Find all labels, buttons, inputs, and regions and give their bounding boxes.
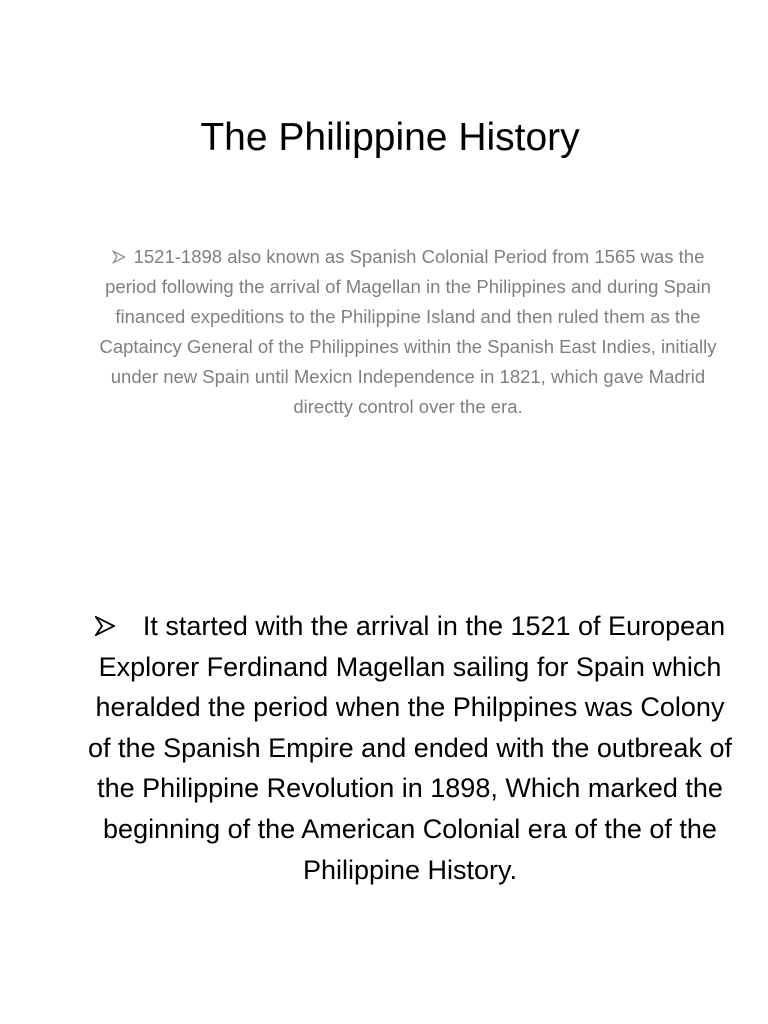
bullet-paragraph-magellan-arrival — [86, 606, 734, 890]
bullet-text: 1521-1898 also known as Spanish Colonial Period from 1565 was the period following the arrival of Magellan in the Philippines and during Spain financed expeditions to the Philippine Island and then ruled them as the Captaincy General of the Philippines within the Spanish East Indies, initially under new Spain until Mexicn Independence in 1821, which gave Madrid directty control over the era. — [99, 246, 717, 417]
arrowhead-bullet-icon — [112, 242, 134, 272]
arrowhead-bullet-icon — [95, 606, 143, 647]
bullet-paragraph-colonial-period — [98, 242, 718, 422]
slide-title: The Philippine History — [200, 116, 580, 159]
bullet-text: It started with the arrival in the 1521 of European Explorer Ferdinand Magellan sailing for Spain which heralded the period when the Philppines was Colony of the Spanish Empire and ended with the outbreak of the Philippine Revolution in 1898, Which marked the beginning of the American Colonial era of the of the Philippine History. — [88, 611, 732, 885]
